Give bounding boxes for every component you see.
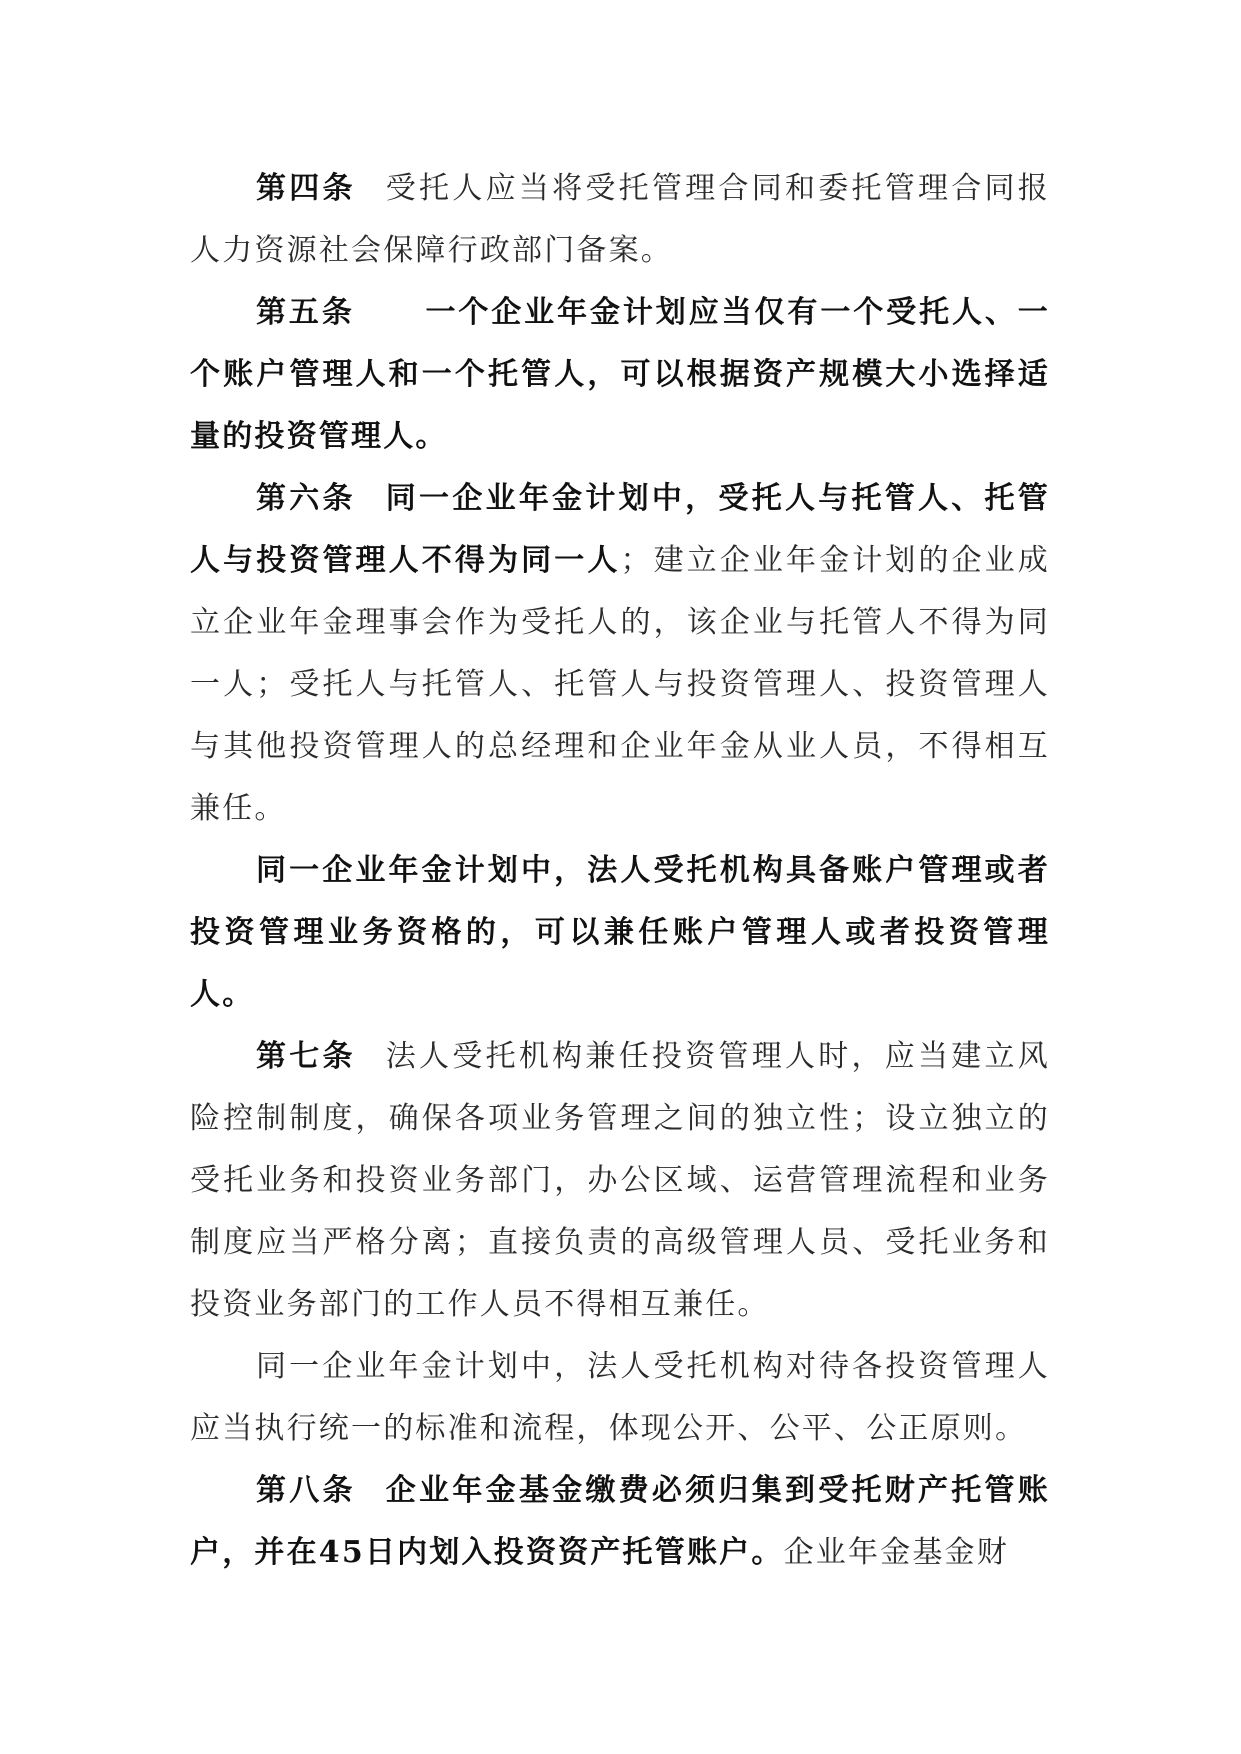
article-6-second-bold-text: 同一企业年金计划中，法人受托机构具备账户管理或者投资管理业务资格的，可以兼任账户管理人或者投资管理人。: [190, 853, 1050, 1012]
article-8-bold-text: 企业年金基金缴费必须归集到受托财产托管账户，并在45日内划入投资资产托管账户。: [190, 1473, 1050, 1570]
article-8-paragraph: [190, 1460, 1050, 1584]
article-6-paragraph: [190, 468, 1050, 840]
article-7-paragraph: [190, 1026, 1050, 1336]
article-6-bold-text: 同一企业年金计划中，受托人与托管人、托管人与投资管理人不得为同一人: [190, 481, 1050, 578]
article-5-bold-text: 一个企业年金计划应当仅有一个受托人、一个账户管理人和一个托管人，可以根据资产规模大小选择适量的投资管理人。: [190, 295, 1050, 454]
article-6-second-paragraph: [190, 840, 1050, 1026]
article-7-second-paragraph: [190, 1336, 1050, 1460]
article-8-heading: 第八条: [256, 1473, 356, 1508]
article-4-paragraph: [190, 158, 1050, 282]
document-body: [190, 158, 1050, 1584]
article-4-text: 受托人应当将受托管理合同和委托管理合同报人力资源社会保障行政部门备案。: [190, 171, 1050, 268]
article-5-paragraph: [190, 282, 1050, 468]
article-7-heading: 第七条: [256, 1039, 356, 1074]
article-6-text: ；建立企业年金计划的企业成立企业年金理事会作为受托人的，该企业与托管人不得为同一人；受托人与托管人、托管人与投资管理人、投资管理人与其他投资管理人的总经理和企业年金从业人员，不得相互兼任。: [190, 543, 1050, 826]
article-5-heading: 第五条: [256, 295, 355, 330]
article-6-heading: 第六条: [256, 481, 356, 516]
article-4-heading: 第四条: [256, 171, 356, 206]
article-8-text: 企业年金基金财: [783, 1535, 1009, 1570]
article-7-text: 法人受托机构兼任投资管理人时，应当建立风险控制制度，确保各项业务管理之间的独立性；设立独立的受托业务和投资业务部门，办公区域、运营管理流程和业务制度应当严格分离；直接负责的高级管理人员、受托业务和投资业务部门的工作人员不得相互兼任。: [190, 1039, 1050, 1322]
article-7-second-text: 同一企业年金计划中，法人受托机构对待各投资管理人应当执行统一的标准和流程，体现公开、公平、公正原则。: [190, 1349, 1050, 1446]
